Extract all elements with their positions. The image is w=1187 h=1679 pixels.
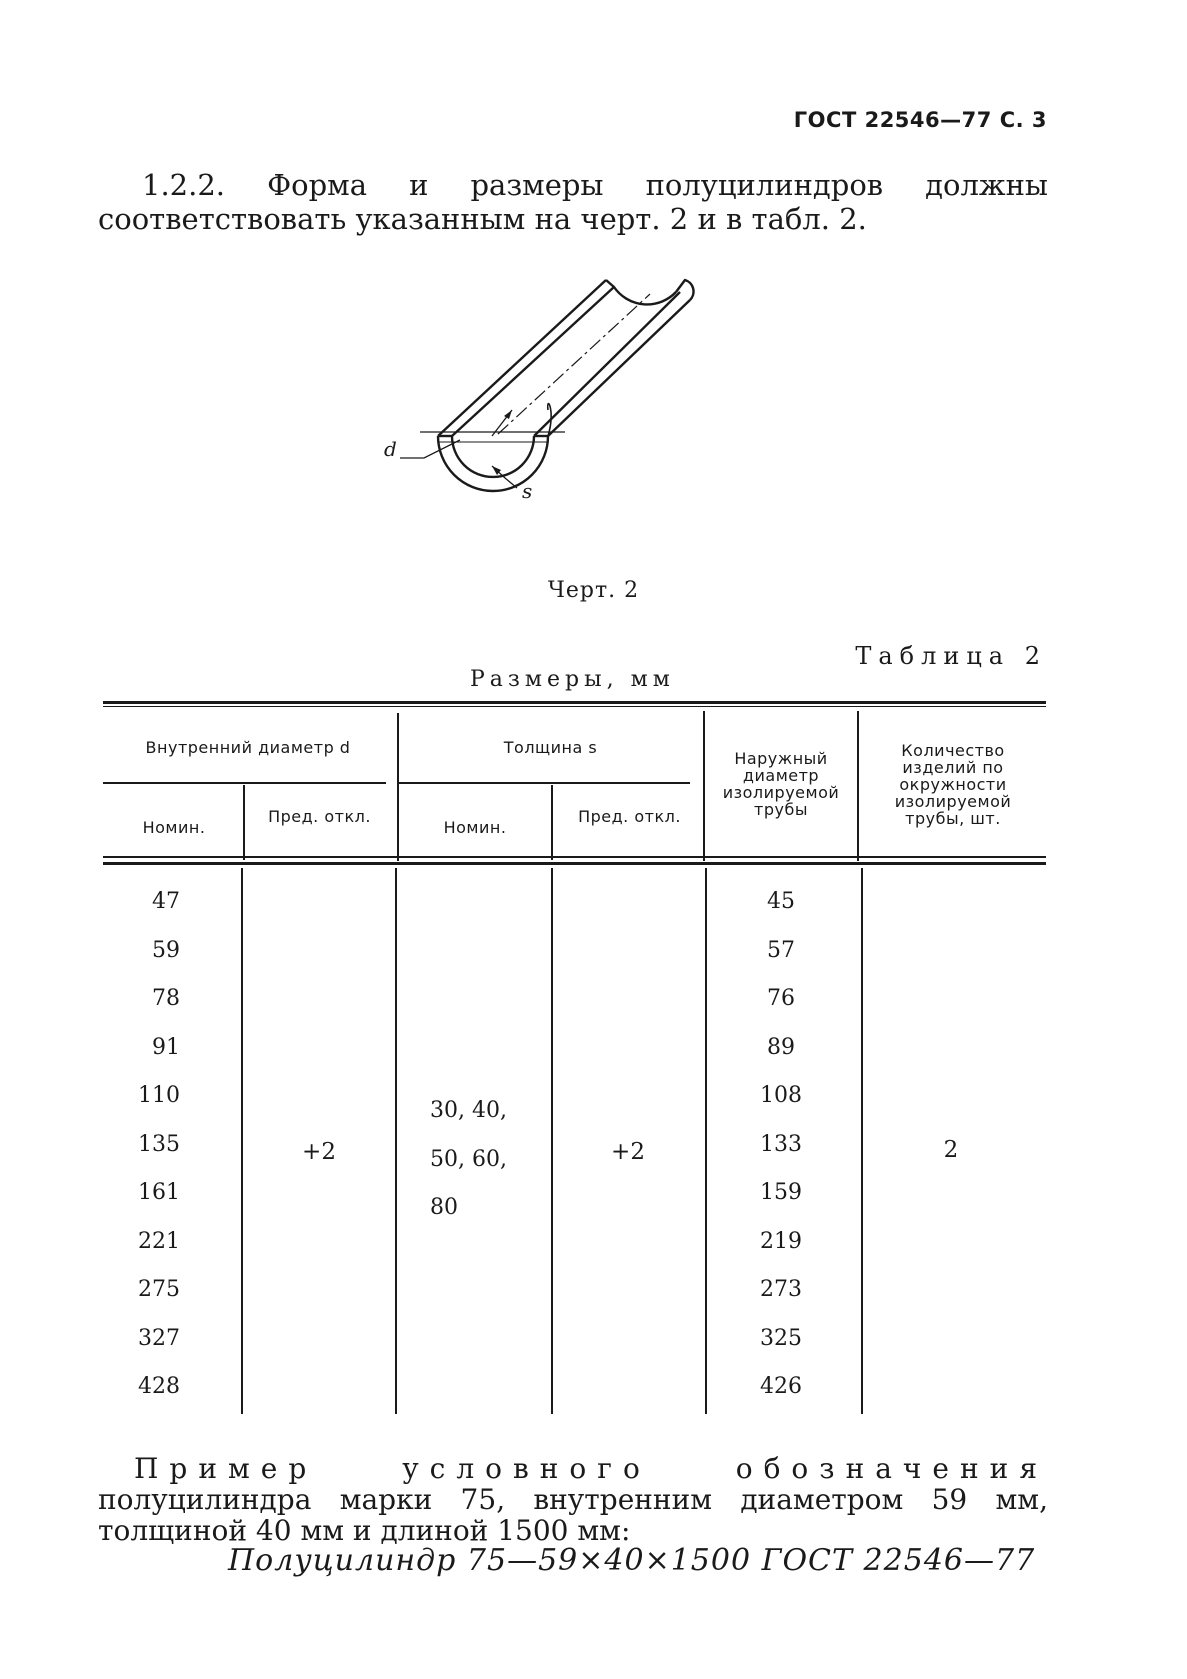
- header-inner-dev: Пред. откл.: [268, 807, 371, 826]
- example-text: полуцилиндра марки 75, внутренним диаметром 59 мм, толщиной 40 мм и длиной 1500 мм:: [98, 1483, 1048, 1547]
- table-cell: 325: [760, 1325, 802, 1351]
- table-cell: 91: [152, 1034, 180, 1060]
- table-cell: 428: [138, 1374, 180, 1399]
- inner-diameter-column: [110, 878, 216, 1412]
- header-bottom-rule-2: [103, 862, 1046, 865]
- table-cell: 108: [760, 1083, 802, 1108]
- header-thick-dev: Пред. откл.: [578, 807, 681, 826]
- header-count: Количество изделий по окружности изолируемой трубы, шт.: [894, 741, 1012, 828]
- header-inner-diameter: Внутренний диаметр d: [145, 738, 351, 757]
- vrule-4b: [705, 868, 707, 1414]
- table-cell: 133: [760, 1131, 802, 1157]
- figure-caption: Черт. 2: [547, 578, 640, 603]
- table-cell: 161: [138, 1180, 180, 1205]
- example-lead: Пример условного обозначения: [134, 1452, 1048, 1485]
- standard-number: ГОСТ 22546—77: [793, 108, 992, 132]
- table-cell: 89: [767, 1034, 795, 1060]
- table-cell: 47: [152, 889, 180, 914]
- header-inner-nom: Номин.: [142, 818, 206, 837]
- table-cell: 219: [760, 1228, 802, 1254]
- vrule-1a: [243, 785, 245, 860]
- vrule-4a: [703, 711, 705, 861]
- header-thickness: Толщина s: [503, 738, 598, 757]
- example-designation: Полуцилиндр 75—59×40×1500 ГОСТ 22546—77: [228, 1543, 1036, 1578]
- table-cell: 275: [138, 1277, 180, 1302]
- thickness-column: [430, 1087, 550, 1233]
- table-cell: 78: [152, 986, 180, 1011]
- table-cell: 57: [767, 937, 795, 963]
- half-cylinder-drawing: [380, 270, 720, 544]
- page-header: [794, 108, 1047, 132]
- table-cell: 221: [138, 1228, 180, 1254]
- table-cell: 110: [138, 1083, 180, 1108]
- centerline: [498, 294, 650, 434]
- label-d: d: [384, 437, 397, 461]
- vrule-2b: [395, 868, 397, 1414]
- vrule-3a: [551, 785, 553, 860]
- vrule-5a: [857, 711, 859, 861]
- right-inner-edge: [534, 292, 680, 436]
- intro-paragraph: 1.2.2. Форма и размеры полуцилиндров должны соответствовать указанным на черт. 2 и в табл. 2.: [98, 168, 1048, 236]
- outer-diameter-column: [736, 878, 826, 1412]
- table-top-rule: [103, 701, 1046, 704]
- table-cell: 50, 60,: [430, 1146, 507, 1172]
- right-outer-edge: [548, 300, 690, 436]
- table-cell: 76: [767, 986, 795, 1011]
- table-label: Таблица 2: [855, 642, 1047, 670]
- table-units: Размеры, мм: [470, 667, 675, 692]
- header-outer-diameter: Наружный диаметр изолируемой трубы: [722, 749, 840, 819]
- thickness-group-rule: [398, 782, 690, 784]
- table-cell: 327: [138, 1325, 180, 1351]
- table-cell: 80: [430, 1195, 458, 1220]
- table-cell: 159: [760, 1180, 802, 1205]
- table-top-rule-thin: [103, 706, 1046, 707]
- table-cell: 45: [767, 889, 795, 914]
- vrule-2a: [397, 713, 399, 861]
- count-cell: 2: [943, 1137, 959, 1163]
- inner-deviation-cell: +2: [302, 1139, 336, 1165]
- thickness-deviation-cell: +2: [611, 1139, 645, 1165]
- table-cell: 426: [760, 1374, 802, 1399]
- table-cell: 30, 40,: [430, 1098, 507, 1123]
- label-s: s: [522, 479, 533, 503]
- half-cylinder-svg: [380, 270, 720, 540]
- inner-group-rule: [103, 782, 386, 784]
- table-cell: 135: [138, 1131, 180, 1157]
- page-number: С. 3: [999, 108, 1047, 132]
- header-thick-nom: Номин.: [443, 818, 507, 837]
- example-paragraph: [98, 1453, 1048, 1546]
- table-cell: 59: [152, 937, 180, 963]
- table-cell: 273: [760, 1277, 802, 1302]
